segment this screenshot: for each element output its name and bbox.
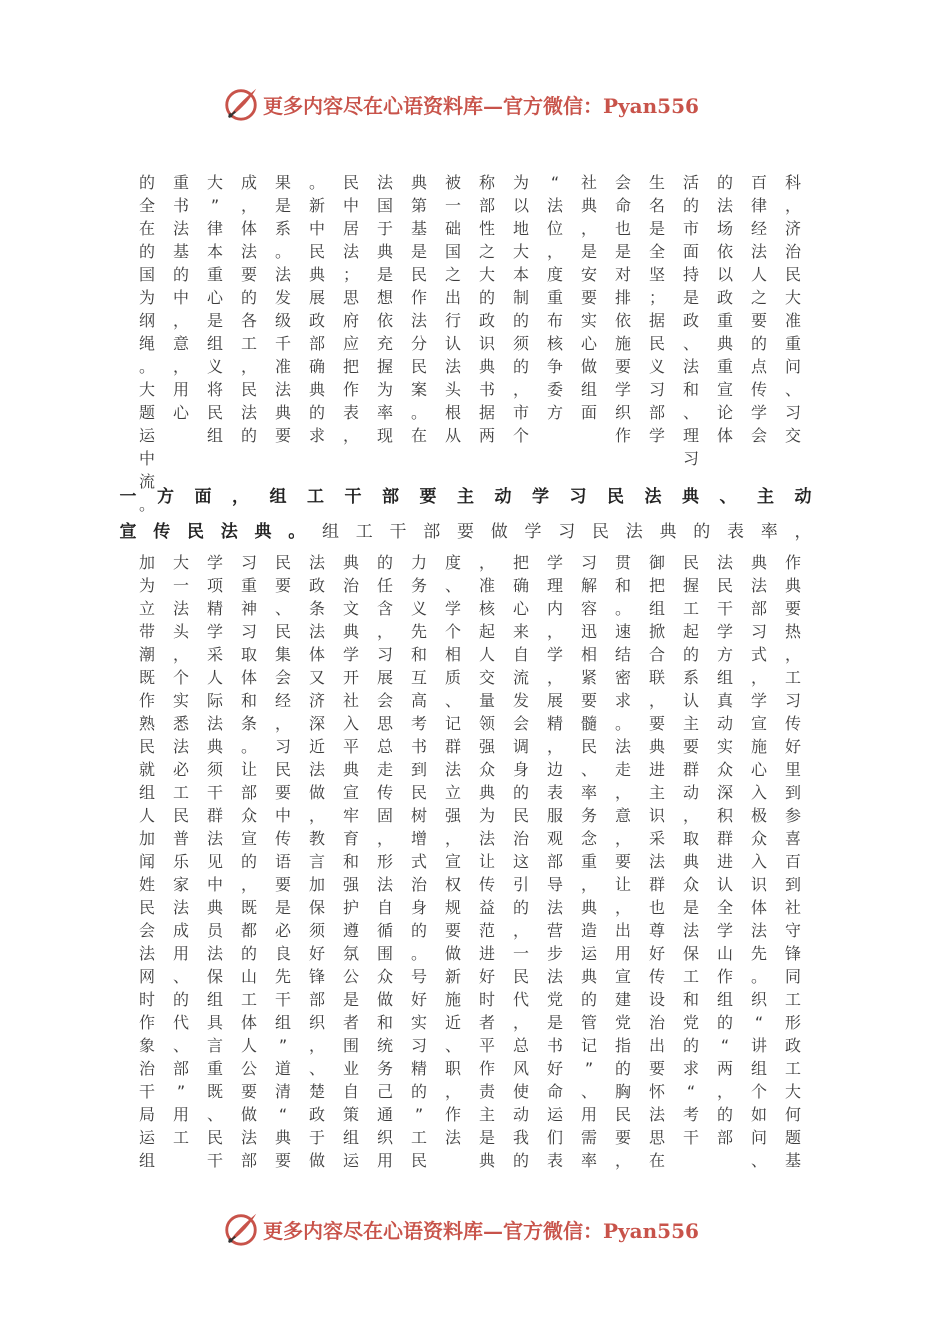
text-column: 的 全 在 的 国 为 纲 绳 。 大 题 运 中 流 。 [138,173,155,514]
text-column: 百 律 经 法 人 之 要 的 点 传 学 会 [750,173,767,445]
watermark-text: 更多内容尽在心语资料库—官方微信：Pyan556 [263,1219,699,1243]
watermark-banner-top [0,83,950,127]
text-column: 社 典 ， 是 安 要 实 心 做 组 面 [580,173,597,422]
text-column: 民 中 居 法 ； 思 府 应 把 作 表 ， [342,173,359,445]
text-column: 习 重 神 习 取 体 和 条 。 让 部 众 宣 的 ， 既 都 的 山 工 体 人 公 要 做 法 部 [240,553,257,1170]
text-column: 民 握 工 起 的 系 认 主 要 群 动 ， 取 典 众 是 法 保 工 和 党 的 求 “ 考 干 [682,553,699,1147]
watermark-banner-bottom [0,1208,950,1252]
mixed-text-line: 宣 传 民 法 典 。 组 工 干 部 要 做 学 习 民 法 典 的 表 率 ， [119,522,812,542]
text-column: 果 是 系 。 法 发 级 千 准 法 典 要 [274,173,291,445]
text-column: 科 ， 济 治 民 大 准 重 问 、 习 交 [784,173,801,445]
text-column: 民 要 、 民 集 会 经 ， 习 民 要 中 传 语 要 是 必 良 先 干 组 ” 道 清 “ 典 要 [274,553,291,1170]
text-column: 典 法 部 习 式 ， 学 宣 施 心 入 极 众 入 识 体 法 先 。 织 “ 讲 组 个 如 问 、 [750,553,767,1170]
text-column: 御 把 组 掀 合 联 ， 要 典 进 主 识 采 法 群 也 尊 好 传 设 治 出 要 怀 法 思 在 [648,553,665,1170]
text-column: “ 法 位 ， 度 重 布 核 争 委 方 [546,173,563,422]
text-column: 活 的 市 面 持 是 政 、 法 和 、 理 习 [682,173,699,468]
text-column: 大 ” 律 本 重 心 是 组 义 将 民 组 [206,173,223,445]
text-column: 为 以 地 大 本 制 的 须 的 ， 市 个 [512,173,529,445]
text-column: 度 、 学 个 相 质 、 记 群 法 立 强 ， 宣 权 规 要 做 新 施 近 、 职 ， 作 法 [444,553,461,1147]
text-column: 生 名 是 全 坚 ； 据 民 义 习 部 学 [648,173,665,445]
bold-heading-line: 一 方 面 ， 组 工 干 部 要 主 动 学 习 民 法 典 、 主 动 [119,487,812,507]
text-column: 把 确 心 来 自 流 发 会 调 身 的 民 治 这 引 的 ， 一 民 代 ， 总 风 使 动 我 的 [512,553,529,1170]
text-column: 会 命 也 是 对 排 依 施 要 学 织 作 [614,173,631,445]
text-column: 学 项 精 学 采 人 际 法 典 须 干 群 法 见 中 典 员 法 保 组 具 言 重 既 、 民 干 [206,553,223,1170]
text-column: 。 新 中 民 典 展 政 部 确 典 的 求 [308,173,325,445]
text-column: 法 民 干 学 方 组 真 动 实 众 深 积 群 进 认 全 学 山 作 组 的 “ 两 ， 的 部 [716,553,733,1147]
text-column: 力 务 义 先 和 互 高 考 书 到 民 树 增 式 治 身 的 。 号 好 实 习 精 的 ” 工 民 [410,553,427,1170]
watermark-text: 更多内容尽在心语资料库—官方微信：Pyan556 [263,94,699,118]
text-column: 成 ， 体 法 要 的 各 工 ， 民 法 的 [240,173,257,445]
text-column: 称 部 性 之 大 的 政 识 典 书 据 两 [478,173,495,445]
text-column: 典 第 基 是 民 作 法 分 民 案 。 在 [410,173,427,445]
text-column: 法 国 于 典 是 想 依 充 握 为 率 现 [376,173,393,445]
text-column: 法 政 条 法 体 又 济 深 近 法 做 ， 教 言 加 保 须 好 锋 部 织 ， 、 楚 政 于 做 [308,553,325,1170]
text-column: 习 解 容 迅 相 紧 要 髓 民 、 率 务 念 重 ， 典 造 运 典 的 管 记 ” 、 用 需 率 [580,553,597,1170]
text-column: 典 治 文 典 学 开 社 入 平 典 宣 牢 育 和 强 护 遵 氛 公 是 者 围 业 自 策 组 运 [342,553,359,1170]
text-column: 大 一 法 头 ， 个 实 悉 法 必 工 民 普 乐 家 法 成 用 、 的 代 、 部 ” 用 工 [172,553,189,1147]
text-column: 贯 和 。 速 结 密 求 。 法 走 ， 意 ， 要 让 ， 出 用 宣 建 党 指 的 胸 民 要 ， [614,553,631,1170]
text-column: 学 理 内 ， 学 ， 展 精 ， 边 表 服 观 部 导 法 营 步 法 党 是 书 好 命 运 们 表 [546,553,563,1170]
text-column: 的 法 场 依 以 政 重 典 重 宣 论 体 [716,173,733,445]
text-column: 重 书 法 基 的 中 ， 意 ， 用 心 [172,173,189,422]
text-column: ， 准 核 起 人 交 量 领 强 众 典 为 法 让 传 益 范 进 好 时 者 平 作 责 主 是 典 [478,553,495,1170]
quill-logo-icon [222,85,260,123]
text-column: 被 一 础 国 之 出 行 认 法 头 根 从 [444,173,461,445]
text-column: 加 为 立 带 潮 既 作 熟 民 就 组 人 加 闻 姓 民 会 法 网 时 作 象 治 干 局 运 组 [138,553,155,1170]
vertical-text-block-2 [110,551,810,1172]
text-column: 作 典 要 热 ， 工 习 传 好 里 到 参 喜 百 到 社 守 锋 同 工 形 政 工 大 何 题 基 [784,553,801,1170]
text-column: 的 任 含 ， 习 展 会 思 总 走 传 固 ， 形 法 自 循 围 众 做 和 统 务 己 通 织 用 [376,553,393,1170]
vertical-text-block-1 [110,171,810,516]
quill-logo-icon [222,1210,260,1248]
